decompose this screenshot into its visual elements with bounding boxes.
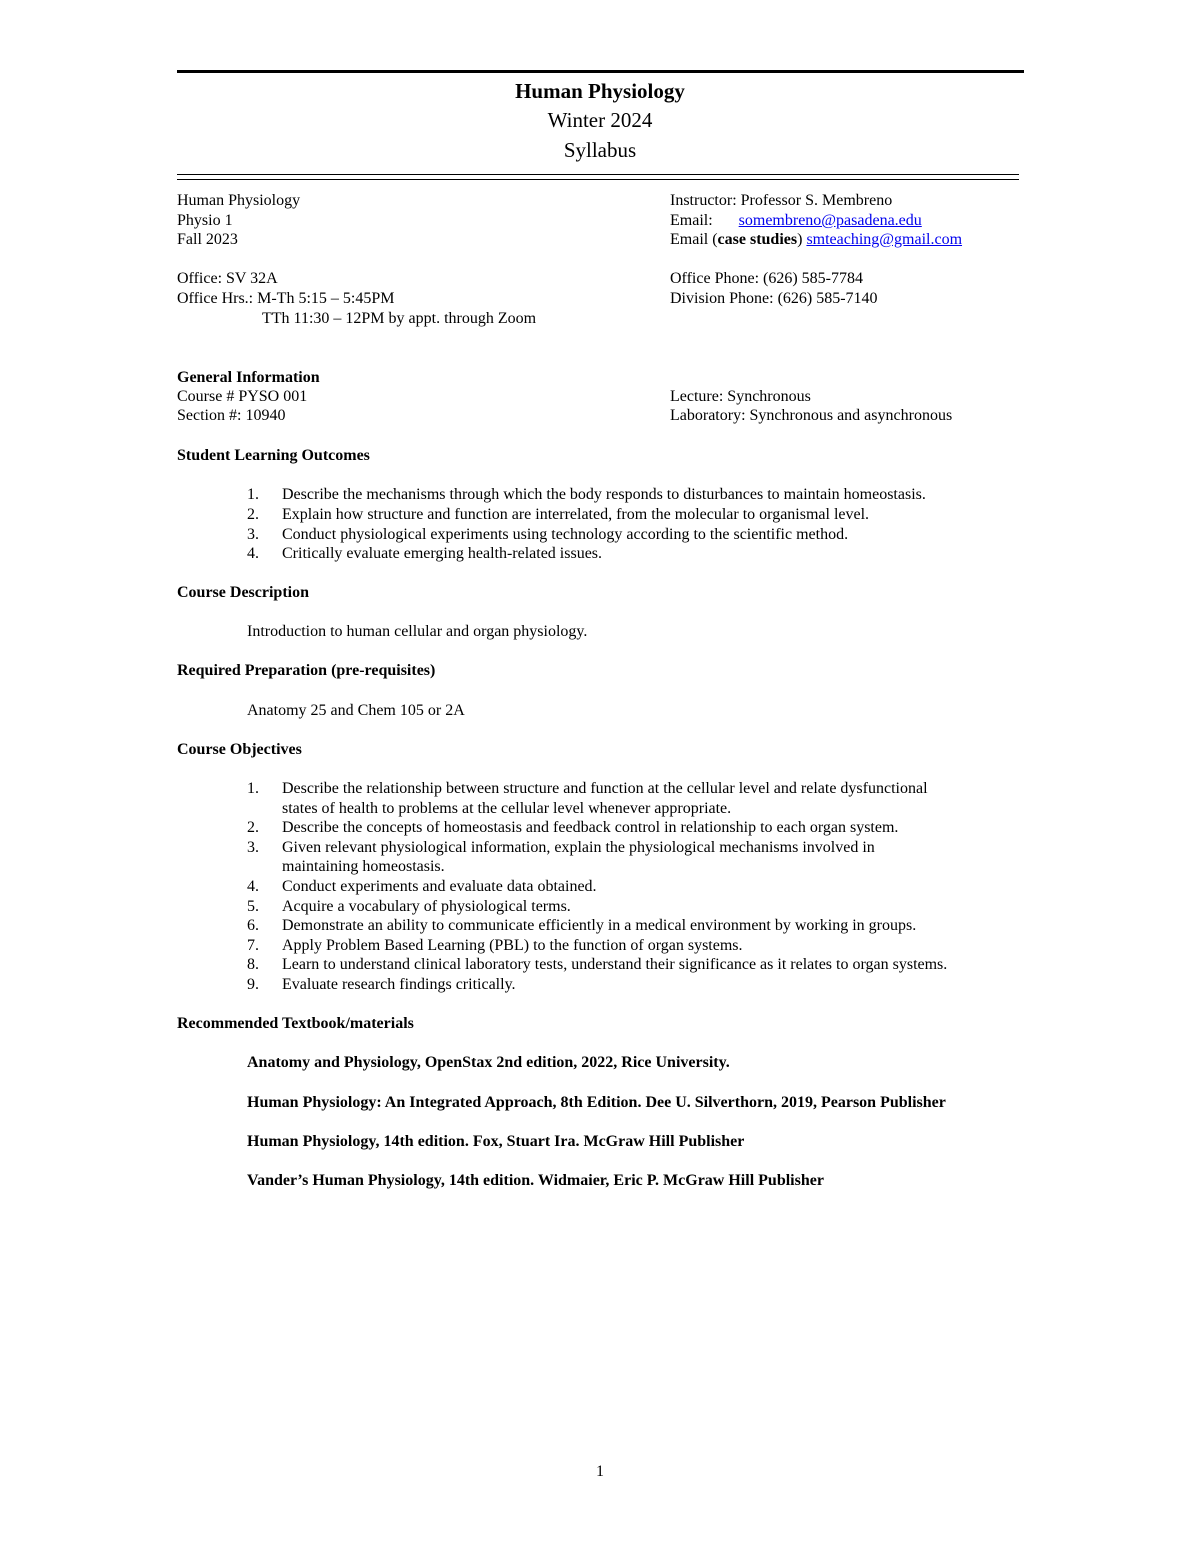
list-number: 3.: [247, 839, 259, 856]
top-rule: [177, 70, 1024, 73]
email-case-studies-row: [670, 230, 962, 250]
list-text: states of health to problems at the cellular level whenever appropriate.: [282, 800, 732, 817]
email-link[interactable]: somembreno@pasadena.edu: [738, 212, 922, 229]
list-text: Conduct experiments and evaluate data obtained.: [282, 878, 597, 895]
outcomes-heading: Student Learning Outcomes: [177, 447, 370, 464]
term-label: Winter 2024: [547, 108, 653, 132]
division-phone: Division Phone: (626) 585-7140: [670, 290, 878, 307]
list-text: maintaining homeostasis.: [282, 858, 445, 875]
list-number: 4.: [247, 878, 259, 895]
laboratory-mode: Laboratory: Synchronous and asynchronous: [670, 407, 953, 424]
textbook-item: Anatomy and Physiology, OpenStax 2nd edition, 2022, Rice University.: [247, 1054, 730, 1071]
instructor: Instructor: Professor S. Membreno: [670, 192, 893, 209]
course-code: Physio 1: [177, 212, 233, 229]
list-text: Critically evaluate emerging health-related issues.: [282, 545, 603, 562]
email-label: Email:: [670, 212, 713, 229]
list-text: Demonstrate an ability to communicate efficiently in a medical environment by working in groups.: [282, 917, 917, 934]
document-type: Syllabus: [563, 138, 637, 162]
description-heading: Course Description: [177, 584, 309, 601]
email-cs-label: Email (: [670, 231, 718, 248]
page-number: 1: [596, 1463, 604, 1480]
office-hours: Office Hrs.: M-Th 5:15 – 5:45PM: [177, 290, 395, 307]
list-text: Given relevant physiological information, explain the physiological mechanisms involved in: [282, 839, 875, 856]
description-text: Introduction to human cellular and organ physiology.: [247, 623, 588, 640]
list-text: Describe the concepts of homeostasis and feedback control in relationship to each organ system.: [282, 819, 899, 836]
list-number: 2.: [247, 506, 259, 523]
textbook-item: Human Physiology, 14th edition. Fox, Stuart Ira. McGraw Hill Publisher: [247, 1133, 745, 1150]
textbook-item: Human Physiology: An Integrated Approach, 8th Edition. Dee U. Silverthorn, 2019, Pearson Publisher: [247, 1094, 946, 1111]
list-number: 7.: [247, 937, 259, 954]
list-text: Learn to understand clinical laboratory tests, understand their significance as it relates to organ systems.: [282, 956, 948, 973]
list-number: 1.: [247, 780, 259, 797]
section-number: Section #: 10940: [177, 407, 286, 424]
list-number: 8.: [247, 956, 259, 973]
list-number: 3.: [247, 526, 259, 543]
lecture-mode: Lecture: Synchronous: [670, 388, 811, 405]
office-phone: Office Phone: (626) 585-7784: [670, 270, 863, 287]
email-row: [670, 211, 922, 231]
list-text: Describe the mechanisms through which the body responds to disturbances to maintain homeostasis.: [282, 486, 926, 503]
textbook-heading: Recommended Textbook/materials: [177, 1015, 414, 1032]
email-cs-bold: case studies: [717, 231, 798, 248]
email-cs-close: ): [797, 231, 803, 248]
list-text: Describe the relationship between structure and function at the cellular level and relate dysfunctional: [282, 780, 928, 797]
objectives-heading: Course Objectives: [177, 741, 302, 758]
list-number: 1.: [247, 486, 259, 503]
list-text: Explain how structure and function are interrelated, from the molecular to organismal level.: [282, 506, 870, 523]
list-number: 6.: [247, 917, 259, 934]
list-text: Conduct physiological experiments using technology according to the scientific method.: [282, 526, 849, 543]
email-case-studies-link[interactable]: smteaching@gmail.com: [806, 231, 963, 248]
header-double-rule: [177, 174, 1019, 180]
prereq-text: Anatomy 25 and Chem 105 or 2A: [247, 702, 465, 719]
semester: Fall 2023: [177, 231, 238, 248]
course-name: Human Physiology: [177, 192, 301, 209]
course-number: Course # PYSO 001: [177, 388, 308, 405]
office-hours-zoom: TTh 11:30 – 12PM by appt. through Zoom: [262, 310, 537, 327]
list-number: 5.: [247, 898, 259, 915]
list-number: 4.: [247, 545, 259, 562]
general-info-heading: General Information: [177, 369, 320, 386]
textbook-item: Vander’s Human Physiology, 14th edition. Widmaier, Eric P. McGraw Hill Publisher: [247, 1172, 824, 1189]
prereq-heading: Required Preparation (pre-requisites): [177, 662, 436, 679]
document-title: Human Physiology: [515, 79, 685, 103]
list-text: Acquire a vocabulary of physiological terms.: [282, 898, 571, 915]
list-number: 9.: [247, 976, 259, 993]
list-text: Apply Problem Based Learning (PBL) to the function of organ systems.: [282, 937, 743, 954]
list-number: 2.: [247, 819, 259, 836]
office-location: Office: SV 32A: [177, 270, 278, 287]
list-text: Evaluate research findings critically.: [282, 976, 516, 993]
